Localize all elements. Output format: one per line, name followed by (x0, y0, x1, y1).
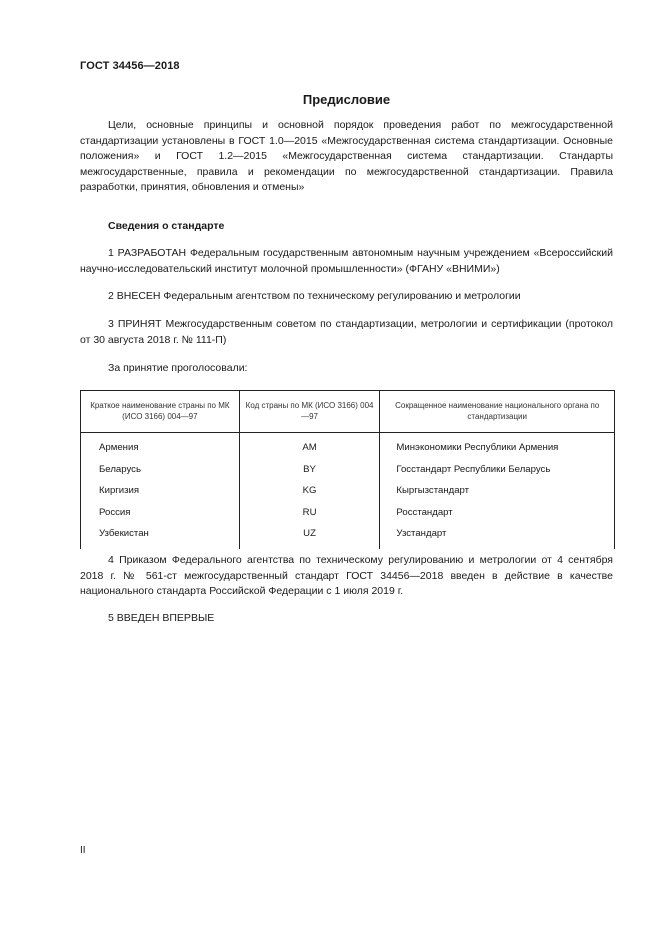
page-number: II (80, 845, 86, 856)
header-standards-body: Сокращенное наименование национального органа по стандартизации (380, 391, 615, 433)
cell-body: Узстандарт (380, 523, 615, 549)
table-row (81, 459, 615, 481)
info-heading: Сведения о стандарте (108, 220, 225, 232)
cell-code: AM (239, 433, 380, 459)
header-country-name: Краткое наименование страны по МК (ИСО 3166) 004—97 (81, 391, 240, 433)
cell-country: Киргизия (81, 480, 240, 502)
cell-body: Кыргызстандарт (380, 480, 615, 502)
cell-code: KG (239, 480, 380, 502)
info-item-4: 4 Приказом Федерального агентства по техническому регулированию и метрологии от 4 сентября 2018 г. № 561-ст межгосударственный стандарт ГОСТ 34456—2018 введен в действие в качестве национального стандарта Российской Федерации с 1 июля 2019 г. (80, 554, 613, 597)
cell-body: Госстандарт Республики Беларусь (380, 459, 615, 481)
info-item-3: 3 ПРИНЯТ Межгосударственным советом по стандартизации, метрологии и сертификации (протокол от 30 августа 2018 г. № 111-П) (80, 318, 613, 346)
info-item-1: 1 РАЗРАБОТАН Федеральным государственным автономным научным учреждением «Всероссийский научно-исследовательский институт молочной промышленности» (ФГАНУ «ВНИМИ») (80, 247, 613, 275)
info-item-2: 2 ВНЕСЕН Федеральным агентством по техническому регулированию и метрологии (108, 290, 521, 302)
table-row (81, 433, 615, 459)
table-row (81, 480, 615, 502)
vote-table (80, 390, 615, 549)
cell-country: Армения (81, 433, 240, 459)
document-code: ГОСТ 34456—2018 (80, 60, 180, 72)
preface-intro: Цели, основные принципы и основной порядок проведения работ по межгосударственной стандартизации установлены в ГОСТ 1.0—2015 «Межгосударственная система стандартизации. Основные положения» и ГОСТ 1.2—2015 «Межгосударственная система стандартизации. Стандарты межгосударственные, правила и рекомендации по межгосударственной стандартизации. Правила разработки, принятия, обновления и отмены» (80, 119, 613, 193)
cell-body: Росстандарт (380, 502, 615, 524)
cell-country: Беларусь (81, 459, 240, 481)
cell-country: Узбекистан (81, 523, 240, 549)
cell-code: RU (239, 502, 380, 524)
header-country-code: Код страны по МК (ИСО 3166) 004—97 (239, 391, 380, 433)
cell-body: Минэкономики Республики Армения (380, 433, 615, 459)
preface-title: Предисловие (302, 92, 391, 107)
table-row (81, 523, 615, 549)
info-item-5: 5 ВВЕДЕН ВПЕРВЫЕ (108, 612, 215, 624)
cell-code: BY (239, 459, 380, 481)
table-row (81, 502, 615, 524)
cell-code: UZ (239, 523, 380, 549)
vote-table-header-row (81, 391, 615, 433)
cell-country: Россия (81, 502, 240, 524)
voted-label: За принятие проголосовали: (108, 362, 248, 374)
